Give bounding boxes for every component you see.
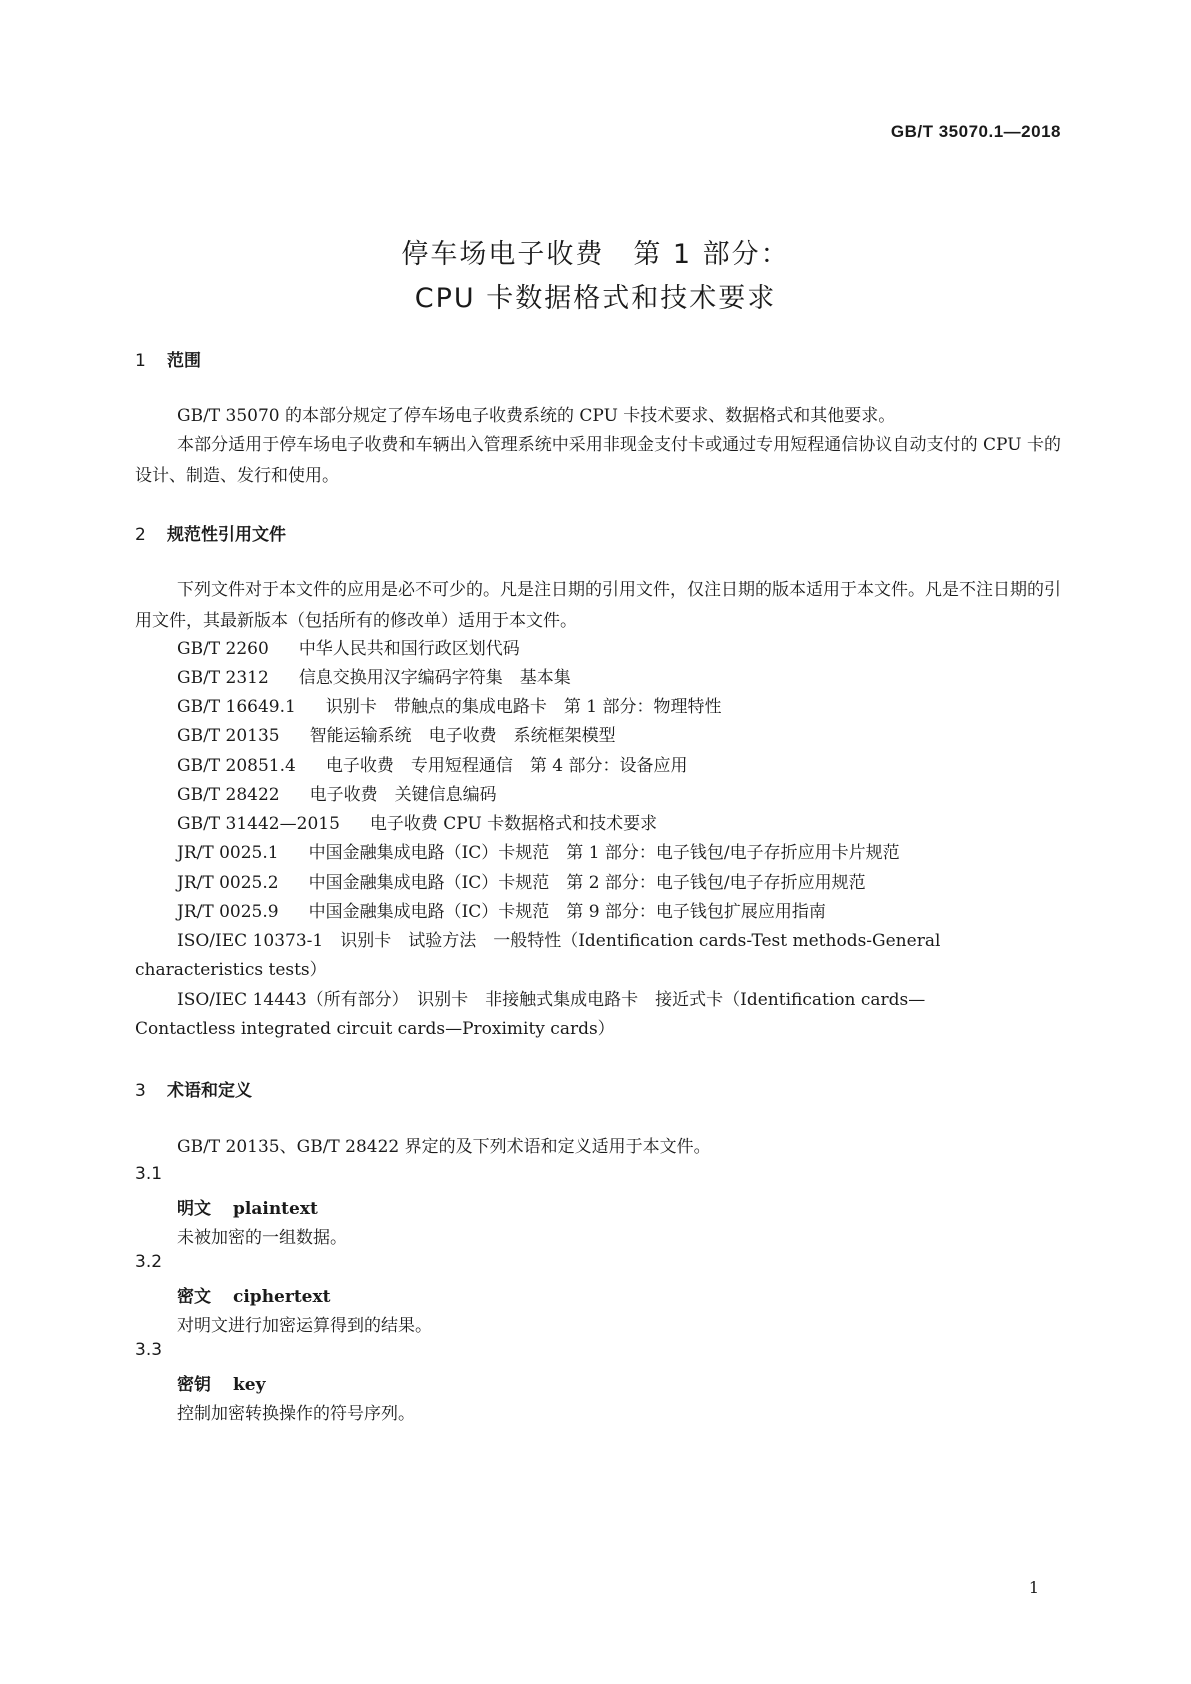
section-1-heading bbox=[135, 346, 201, 371]
reference-item: GB/T 20851.4 电子收费 专用短程通信 第 4 部分：设备应用 bbox=[177, 756, 688, 776]
section-title: 规范性引用文件 bbox=[167, 525, 286, 545]
section-2-paragraph-1 bbox=[135, 575, 1061, 637]
paragraph-text: 本部分适用于停车场电子收费和车辆出入管理系统中采用非现金支付卡或通过专用短程通信协议自动支付的 CPU 卡的设计、制造、发行和使用。 bbox=[135, 435, 1061, 486]
standard-code: GB/T 35070.1—2018 bbox=[890, 122, 1061, 141]
paragraph-text: GB/T 35070 的本部分规定了停车场电子收费系统的 CPU 卡技术要求、数据格式和其他要求。 bbox=[177, 406, 896, 426]
term-heading: 明文 plaintext bbox=[177, 1199, 318, 1219]
reference-item: GB/T 20135 智能运输系统 电子收费 系统框架模型 bbox=[177, 726, 616, 746]
reference-item: GB/T 16649.1 识别卡 带触点的集成电路卡 第 1 部分：物理特性 bbox=[177, 697, 722, 717]
paragraph-text: GB/T 20135、GB/T 28422 界定的及下列术语和定义适用于本文件。 bbox=[177, 1137, 711, 1157]
reference-item: JR/T 0025.1 中国金融集成电路（IC）卡规范 第 1 部分：电子钱包/电子存折应用卡片规范 bbox=[177, 843, 900, 863]
reference-item-iso-14443: ISO/IEC 14443（所有部分） 识别卡 非接触式集成电路卡 接近式卡（Identification cards— bbox=[177, 990, 926, 1010]
document-title-line2: CPU 卡数据格式和技术要求 bbox=[414, 283, 777, 314]
paragraph-text: 下列文件对于本文件的应用是必不可少的。凡是注日期的引用文件，仅注日期的版本适用于本文件。凡是不注日期的引用文件，其最新版本（包括所有的修改单）适用于本文件。 bbox=[135, 580, 1061, 631]
reference-item: GB/T 31442—2015 电子收费 CPU 卡数据格式和技术要求 bbox=[177, 814, 658, 834]
section-1-paragraph-2 bbox=[135, 430, 1061, 492]
term-heading: 密文 ciphertext bbox=[177, 1287, 331, 1307]
document-title-line1: 停车场电子收费 第 1 部分： bbox=[401, 239, 790, 270]
section-2-heading bbox=[135, 520, 286, 545]
page-number: 1 bbox=[1028, 1578, 1039, 1597]
reference-item: GB/T 2260 中华人民共和国行政区划代码 bbox=[177, 639, 520, 659]
term-definition: 未被加密的一组数据。 bbox=[177, 1228, 347, 1248]
section-number: 1 bbox=[135, 351, 146, 371]
term-heading: 密钥 key bbox=[177, 1375, 266, 1395]
term-number: 3.2 bbox=[135, 1252, 163, 1272]
reference-item-continuation: characteristics tests） bbox=[135, 960, 327, 980]
section-1-paragraph-1 bbox=[135, 401, 1061, 432]
section-title: 范围 bbox=[167, 351, 201, 371]
reference-item: JR/T 0025.9 中国金融集成电路（IC）卡规范 第 9 部分：电子钱包扩展应用指南 bbox=[177, 902, 826, 922]
term-definition: 对明文进行加密运算得到的结果。 bbox=[177, 1316, 432, 1336]
section-number: 2 bbox=[135, 525, 146, 545]
section-3-heading bbox=[135, 1076, 252, 1101]
reference-item-continuation: Contactless integrated circuit cards—Proximity cards） bbox=[135, 1019, 615, 1039]
reference-item: JR/T 0025.2 中国金融集成电路（IC）卡规范 第 2 部分：电子钱包/电子存折应用规范 bbox=[177, 873, 866, 893]
reference-item-iso-10373: ISO/IEC 10373-1 识别卡 试验方法 一般特性（Identification cards-Test methods-General bbox=[177, 931, 941, 951]
term-number: 3.3 bbox=[135, 1340, 163, 1360]
section-title: 术语和定义 bbox=[167, 1081, 252, 1101]
term-definition: 控制加密转换操作的符号序列。 bbox=[177, 1404, 415, 1424]
reference-item: GB/T 2312 信息交换用汉字编码字符集 基本集 bbox=[177, 668, 571, 688]
term-number: 3.1 bbox=[135, 1164, 163, 1184]
section-number: 3 bbox=[135, 1081, 146, 1101]
section-3-paragraph-1 bbox=[135, 1132, 1061, 1163]
reference-item: GB/T 28422 电子收费 关键信息编码 bbox=[177, 785, 497, 805]
